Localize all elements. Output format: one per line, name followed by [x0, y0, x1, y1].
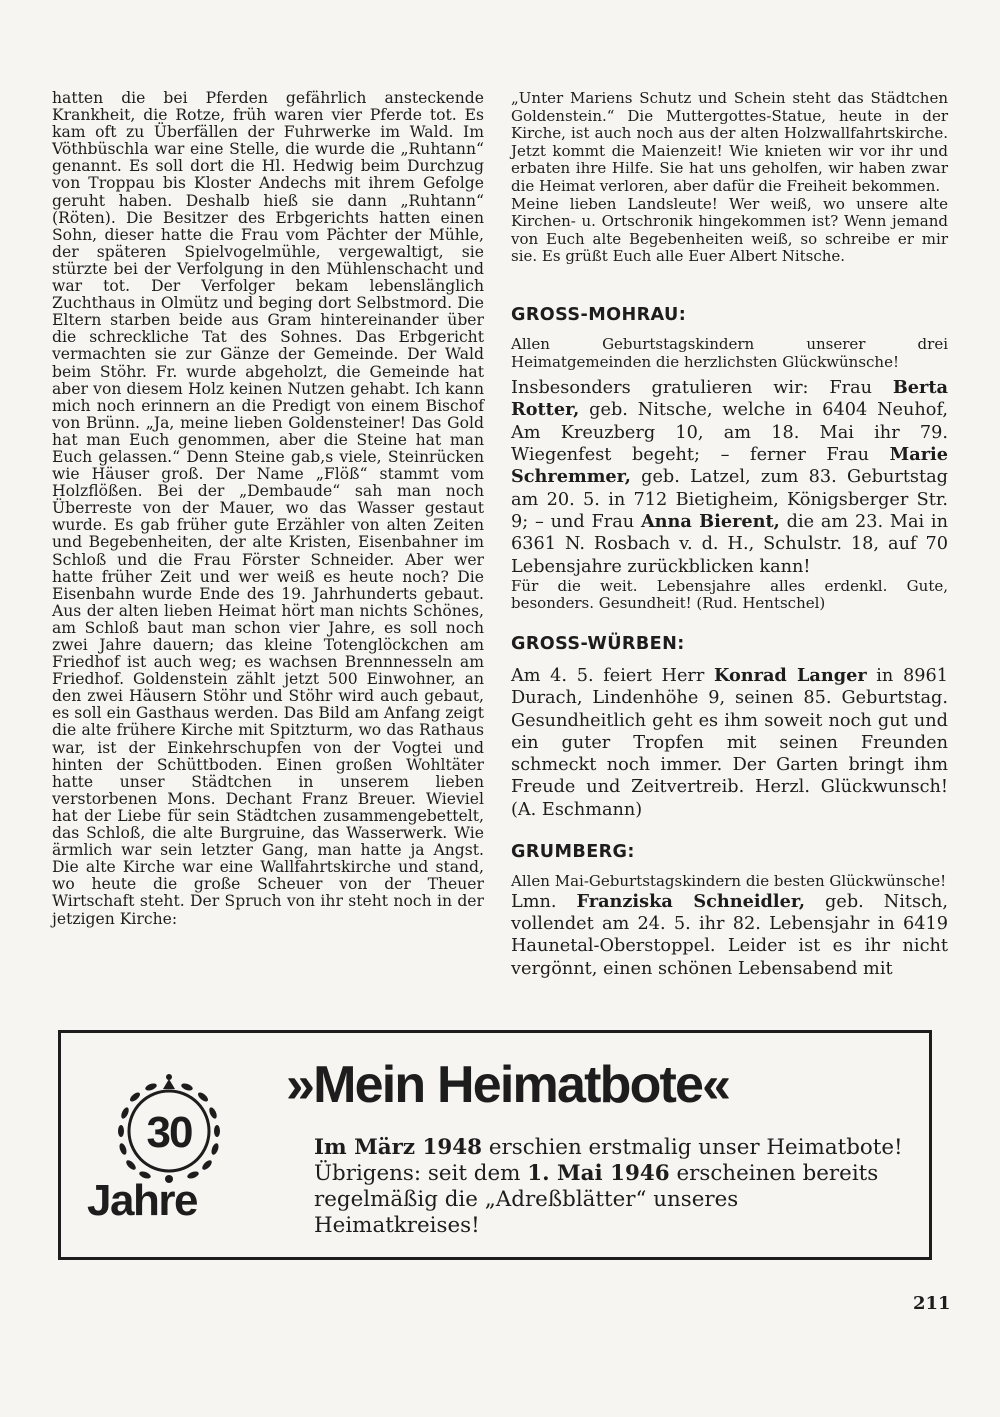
- section-closing: Für die weit. Lebensjahre alles erdenkl. Gute, besonders. Gesundheit! (Rud. Hentschel): [511, 576, 948, 613]
- advert-title: »Mein Heimatbote«: [286, 1056, 730, 1114]
- text-run: geb. Nitsche, welche in 6404 Neuhof, Am Kreuzberg 10, am 18. Mai ihr 79. Wiegenfest begeht; – ferner Frau: [511, 400, 948, 466]
- text-run: Lmn.: [511, 891, 577, 912]
- page-number: 211: [913, 1293, 951, 1314]
- section-greeting: Allen Mai-Geburtstagskindern die besten Glückwünsche!: [511, 872, 947, 891]
- person-name: Konrad Langer: [713, 664, 867, 686]
- text-run: geb. Nitsch, vollendet am 24. 5. ihr 82. Lebensjahr in 6419 Haunetal-Oberstoppel. Leider ist es ihr nicht vergönnt, einen schönen Lebensabend mit: [511, 891, 948, 979]
- person-name: Berta Rotter,: [511, 377, 948, 421]
- section-heading-gross-wuerben: GROSS-WÜRBEN:: [511, 633, 685, 654]
- advert-date: Im März 1948: [314, 1135, 483, 1160]
- birthday-paragraph: [511, 891, 948, 980]
- text-run: erscheinen bereits regelmäßig die „Adreßblätter“ unseres Heimatkreises!: [314, 1161, 879, 1238]
- anniversary-advert: [58, 1030, 932, 1260]
- right-column: [511, 90, 948, 980]
- text-run: Am 4. 5. feiert Herr: [511, 665, 714, 686]
- text-run: erschien erstmalig unser Heimatbote! Übrigens: seit dem: [314, 1135, 903, 1186]
- text-run: die am 23. Mai in 6361 N. Rosbach v. d. H., Schulstr. 18, auf 70 Lebensjahre zurückblicken kann!: [511, 511, 948, 577]
- badge-word: Jahre: [87, 1176, 197, 1225]
- advert-date: 1. Mai 1946: [527, 1161, 670, 1186]
- intro-paragraph-2: Meine lieben Landsleute! Wer weiß, wo unsere alte Kirchen- u. Ortschronik hingekommen ist? Wenn jemand von Euch alte Begebenheiten weiß, so schreibe er mir sie. Es grüßt Euch alle Euer Albert Nitsche.: [511, 194, 948, 266]
- person-name: Marie Schremmer,: [511, 444, 948, 488]
- badge-number: 30: [146, 1108, 192, 1157]
- section-greeting: Allen Geburtstagskindern unserer drei Heimatgemeinden die herzlichsten Glückwünsche!: [511, 334, 948, 371]
- left-column: [52, 90, 484, 928]
- person-name: Anna Bierent,: [640, 510, 780, 532]
- text-run: in 8961 Durach, Lindenhöhe 9, seinen 85. Geburtstag. Gesundheitlich geht es ihm soweit noch gut und ein guter Tropfen mit seinen Freunden schmeckt noch immer. Der Garten bringt ihm Freude und Zeitvertreib. Herzl. Glückwunsch! (A. Eschmann): [511, 665, 948, 820]
- birthday-paragraph: [511, 665, 948, 821]
- section-heading-gross-mohrau: GROSS-MOHRAU:: [511, 304, 687, 325]
- intro-paragraph: „Unter Mariens Schutz und Schein steht das Städtchen Goldenstein.“ Die Muttergottes-Statue, heute in der Kirche, ist auch noch aus der alten Holzwallfahrtskirche. Jetzt kommt die Maienzeit! Wie knieten wir vor ihr und erbaten ihre Hilfe. Sie hat uns geholfen, wir haben zwar die Heimat verloren, aber dafür die Freiheit bekommen.: [511, 89, 948, 195]
- advert-text: [314, 1135, 904, 1239]
- article-continuation: hatten die bei Pferden gefährlich ansteckende Krankheit, die Rotze, früh waren vier Pferde tot. Es kam oft zu Überfällen der Fuhrwerke im Wald. Im Vöthbüschla war eine Stelle, die wurde die „Ruhtann“ genannt. Es soll dort die Hl. Hedwig beim Durchzug von Troppau bis Kloster Andechs mit ihrem Gefolge geruht haben. Deshalb hieß sie dann „Ruhtann“ (Röten). Die Besitzer des Erbgerichts hatten einen Sohn, dieser hatte die Frau vom Pächter der Mühle, der späteren Spielvogelmühle, vergewaltigt, sie stürzte bei der Verfolgung in den Mühlenschacht und war tot. Der Verfolger bekam lebenslänglich Zuchthaus in Olmütz und beging dort Selbstmord. Die Eltern starben beide aus Gram hintereinander über die schreckliche Tat des Sohnes. Das Erbgericht vermachten sie zur Gänze der Gemeinde. Der Wald beim Stöhr. Fr. wurde abgeholzt, die Gemeinde hat aber von diesem Holz keinen Nutzen gehabt. Ich kann mich noch erinnern an die Predigt von einem Bischof von Brünn. „Ja, meine lieben Goldensteiner! Das Gold hat man Euch genommen, aber die Steine hat man Euch gelassen.“ Denn Steine gab,s viele, Steinrücken wie Häuser groß. Der Name „Flöß“ stammt vom Holzflößen. Bei der „Dembaude“ sah man noch Überreste von der Mauer, wo das Wasser gestaut wurde. Es gab früher gute Erzähler von alten Zeiten und Begebenheiten, der alte Kristen, Eisenbahner im Schloß und die Frau Förster Schneider. Aber wer hatte früher Zeit und wer weiß es heute noch? Die Eisenbahn wurde Ende des 19. Jahrhunderts gebaut. Aus der alten lieben Heimat hört man nichts Schönes, am Schloß baut man schon vier Jahre, es soll noch zwei Jahre dauern; das kleine Totenglöckchen am Friedhof ist auch weg; es wachsen Brennnesseln am Friedhof. Goldenstein zählt jetzt 500 Einwohner, an den zwei Häusern Stöhr und Stöhr wird auch gebaut, es soll ein Gasthaus werden. Das Bild am Anfang zeigt die alte frühere Kirche mit Spitzturm, wo das Rathaus war, ist der Einkehrschupfen von der Vogtei und hinten der Schüttboden. Einen großen Wohltäter hatte unser Städtchen in unserem lieben verstorbenen Mons. Dechant Franz Breuer. Wieviel hat der Liebe für sein Städtchen zusammengebettelt, das Schloß, die alte Burgruine, das Wasserwerk. Wie ärmlich war sein letzter Gang, man hatte ja Angst. Die alte Kirche war eine Wallfahrtskirche und stand, wo heute die große Scheuer von der Theuer Wirtschaft steht. Der Spruch von ihr steht noch in der jetzigen Kirche:: [52, 89, 484, 928]
- section-heading-grumberg: GRUMBERG:: [511, 842, 635, 863]
- text-run: Insbesonders gratulieren wir: Frau: [511, 378, 893, 399]
- text-run: geb. Latzel, zum 83. Geburtstag am 20. 5. in 712 Bietigheim, Königsberger Str. 9; – und Frau: [511, 467, 948, 532]
- person-name: Franziska Schneidler,: [576, 890, 806, 912]
- birthday-paragraph: [511, 377, 948, 578]
